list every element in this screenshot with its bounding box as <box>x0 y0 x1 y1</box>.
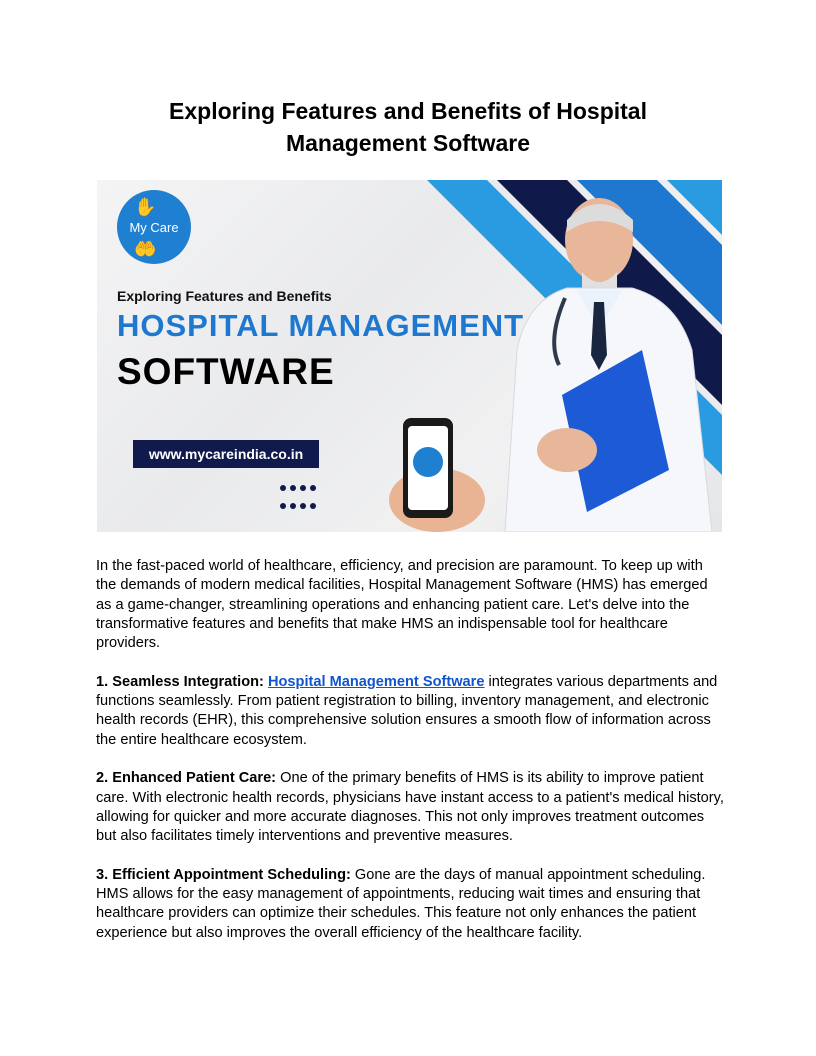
section-3-heading: 3. Efficient Appointment Scheduling: <box>96 866 351 883</box>
hand-icon: 🤲 <box>134 239 157 259</box>
section-2 <box>96 769 726 846</box>
section-2-text: One of the primary benefits of HMS is its ability to improve patient care. With electronic health records, physicians have instant access to a patient's medical history, allowing for quicker and more accurate diagnoses. This not only improves treatment outcomes but also facilitates timely interventions and preventive measures. <box>96 770 724 845</box>
doctor-hand <box>537 428 597 472</box>
section-1-text: integrates various departments and functions seamlessly. From patient registration to billing, inventory management, and electronic health records (EHR), this comprehensive solution ensures a smooth flow of information across the entire healthcare ecosystem. <box>96 673 718 748</box>
hand-icon: ✋ <box>134 197 157 217</box>
banner-heading-2: SOFTWARE <box>117 351 335 392</box>
phone-logo <box>413 447 443 477</box>
banner-image <box>97 180 722 532</box>
mycare-logo <box>117 190 191 264</box>
banner-url: www.mycareindia.co.in <box>133 440 319 468</box>
title-line-2: Management Software <box>285 130 531 156</box>
hms-link[interactable]: Hospital Management Software <box>267 673 485 690</box>
page-title <box>96 95 720 159</box>
dots-decoration <box>278 480 322 516</box>
section-3 <box>96 866 726 943</box>
article-body <box>96 557 726 962</box>
logo-text: My Care <box>129 220 179 235</box>
banner-subtitle: Exploring Features and Benefits <box>117 288 332 304</box>
section-2-heading: 2. Enhanced Patient Care: <box>96 770 277 787</box>
title-line-1: Exploring Features and Benefits of Hospital <box>169 98 647 124</box>
intro-paragraph: In the fast-paced world of healthcare, efficiency, and precision are paramount. To keep up with the demands of modern medical facilities, Hospital Management Software (HMS) has emerged as a game-changer, streamlining operations and enhancing patient care. Let's delve into the transformative features and benefits that make HMS an indispensable tool for healthcare providers. <box>96 558 708 652</box>
section-1 <box>96 673 726 750</box>
section-3-text: Gone are the days of manual appointment scheduling. HMS allows for the easy management of appointments, reducing wait times and ensuring that healthcare providers can optimize their schedules. This feature not only enhances the patient experience but also improves the overall efficiency of the healthcare facility. <box>96 866 706 941</box>
banner-heading-1: HOSPITAL MANAGEMENT <box>117 308 525 343</box>
section-1-heading: 1. Seamless Integration: <box>96 673 264 690</box>
